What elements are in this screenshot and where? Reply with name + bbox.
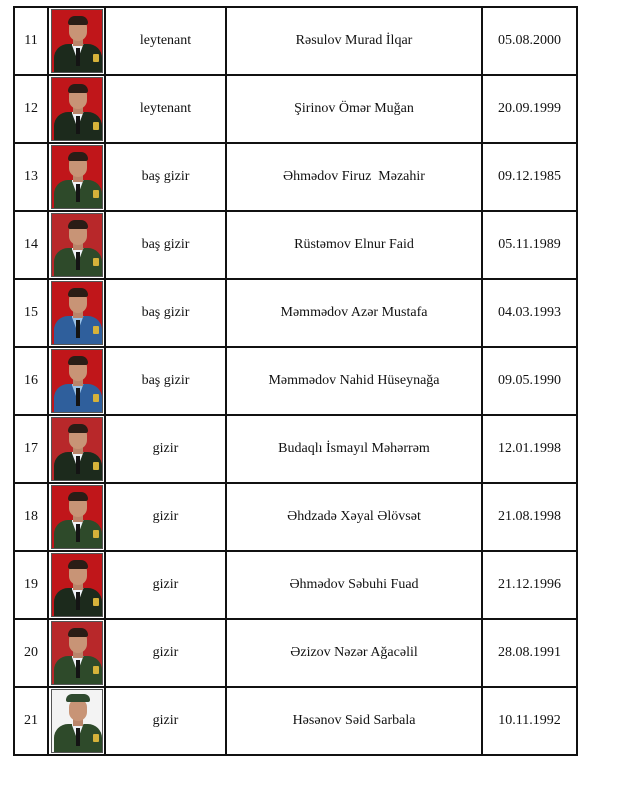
rank-cell: gizir	[105, 619, 226, 687]
personnel-table-body	[14, 7, 577, 755]
rank-cell: leytenant	[105, 75, 226, 143]
birth-date-cell: 09.05.1990	[482, 347, 577, 415]
portrait-photo	[51, 553, 103, 617]
photo-cell	[48, 143, 105, 211]
full-name-cell: Həsənov Səid Sarbala	[226, 687, 482, 755]
row-number: 16	[14, 347, 48, 415]
photo-cell	[48, 415, 105, 483]
table-row	[14, 551, 577, 619]
photo-cell	[48, 75, 105, 143]
table-row	[14, 75, 577, 143]
table-row	[14, 211, 577, 279]
birth-date-cell: 12.01.1998	[482, 415, 577, 483]
portrait-photo	[51, 281, 103, 345]
portrait-photo	[51, 145, 103, 209]
full-name-cell: Şirinov Ömər Muğan	[226, 75, 482, 143]
full-name-cell: Əhmədov Firuz Məzahir	[226, 143, 482, 211]
photo-cell	[48, 687, 105, 755]
portrait-photo	[51, 213, 103, 277]
row-number: 18	[14, 483, 48, 551]
rank-cell: gizir	[105, 415, 226, 483]
portrait-photo	[51, 9, 103, 73]
table-row	[14, 483, 577, 551]
portrait-photo	[51, 621, 103, 685]
table-row	[14, 7, 577, 75]
birth-date-cell: 09.12.1985	[482, 143, 577, 211]
birth-date-cell: 28.08.1991	[482, 619, 577, 687]
photo-cell	[48, 7, 105, 75]
row-number: 11	[14, 7, 48, 75]
rank-cell: baş gizir	[105, 279, 226, 347]
table-row	[14, 347, 577, 415]
birth-date-cell: 10.11.1992	[482, 687, 577, 755]
portrait-photo	[51, 689, 103, 753]
full-name-cell: Məmmədov Azər Mustafa	[226, 279, 482, 347]
photo-cell	[48, 619, 105, 687]
full-name-cell: Əhdzadə Xəyal Əlövsət	[226, 483, 482, 551]
table-row	[14, 687, 577, 755]
rank-cell: gizir	[105, 483, 226, 551]
portrait-photo	[51, 417, 103, 481]
rank-cell: baş gizir	[105, 347, 226, 415]
portrait-photo	[51, 485, 103, 549]
full-name-cell: Əzizov Nəzər Ağacəlil	[226, 619, 482, 687]
table-row	[14, 415, 577, 483]
birth-date-cell: 05.08.2000	[482, 7, 577, 75]
full-name-cell: Əhmədov Səbuhi Fuad	[226, 551, 482, 619]
row-number: 20	[14, 619, 48, 687]
birth-date-cell: 05.11.1989	[482, 211, 577, 279]
birth-date-cell: 04.03.1993	[482, 279, 577, 347]
row-number: 17	[14, 415, 48, 483]
photo-cell	[48, 483, 105, 551]
row-number: 15	[14, 279, 48, 347]
rank-cell: leytenant	[105, 7, 226, 75]
row-number: 14	[14, 211, 48, 279]
full-name-cell: Məmmədov Nahid Hüseynağa	[226, 347, 482, 415]
birth-date-cell: 21.12.1996	[482, 551, 577, 619]
table-row	[14, 279, 577, 347]
photo-cell	[48, 551, 105, 619]
rank-cell: gizir	[105, 551, 226, 619]
birth-date-cell: 21.08.1998	[482, 483, 577, 551]
rank-cell: baş gizir	[105, 211, 226, 279]
personnel-table	[13, 6, 578, 756]
photo-cell	[48, 347, 105, 415]
full-name-cell: Rəsulov Murad İlqar	[226, 7, 482, 75]
full-name-cell: Budaqlı İsmayıl Məhərrəm	[226, 415, 482, 483]
photo-cell	[48, 279, 105, 347]
birth-date-cell: 20.09.1999	[482, 75, 577, 143]
portrait-photo	[51, 349, 103, 413]
row-number: 21	[14, 687, 48, 755]
rank-cell: gizir	[105, 687, 226, 755]
row-number: 19	[14, 551, 48, 619]
portrait-photo	[51, 77, 103, 141]
row-number: 12	[14, 75, 48, 143]
table-row	[14, 143, 577, 211]
photo-cell	[48, 211, 105, 279]
table-row	[14, 619, 577, 687]
full-name-cell: Rüstəmov Elnur Faid	[226, 211, 482, 279]
row-number: 13	[14, 143, 48, 211]
rank-cell: baş gizir	[105, 143, 226, 211]
